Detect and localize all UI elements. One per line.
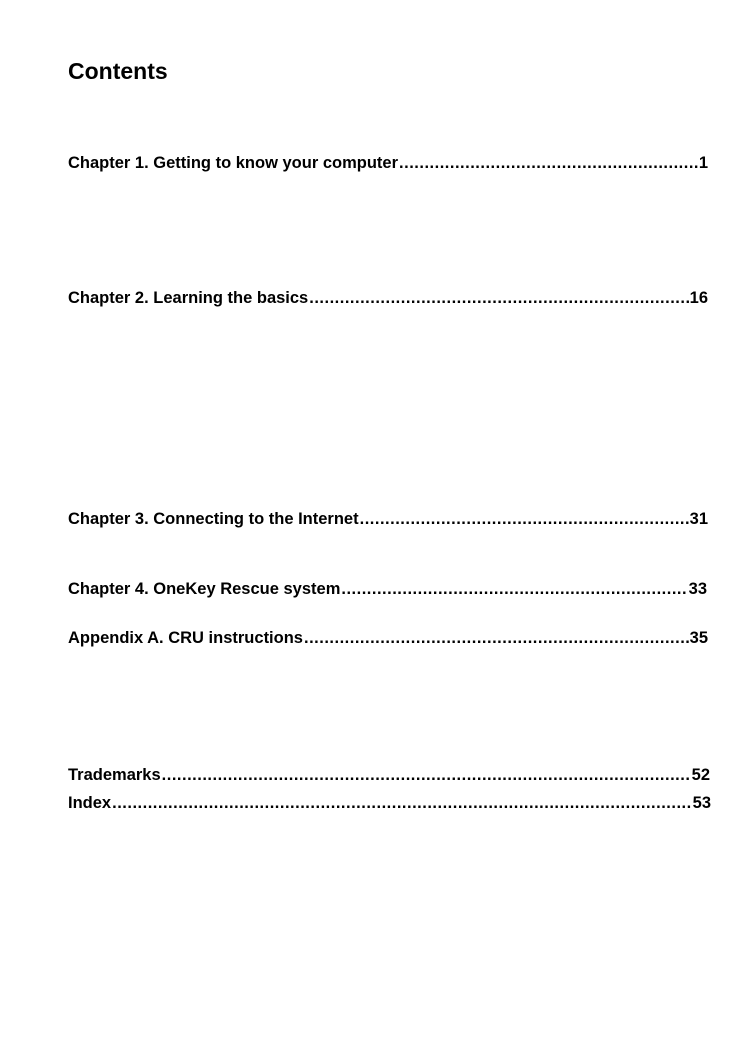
- toc-entry-page-number: 53: [692, 794, 711, 812]
- toc-entry-page-number: 33: [688, 580, 707, 598]
- toc-entry-label: Appendix A. CRU instructions: [68, 629, 303, 647]
- toc-dot-leader: [309, 288, 688, 308]
- toc-entry-page-number: 31: [689, 510, 708, 528]
- toc-dot-leader: [360, 509, 689, 529]
- toc-entry-chapter-1[interactable]: [68, 153, 708, 173]
- page-title: Contents: [68, 58, 168, 84]
- toc-dot-leader: [162, 765, 691, 785]
- toc-entry-trademarks[interactable]: [68, 765, 710, 785]
- toc-entry-page-number: 35: [689, 629, 708, 647]
- toc-entry-chapter-2[interactable]: [68, 288, 708, 308]
- toc-entry-appendix-a[interactable]: [68, 628, 708, 648]
- toc-entry-label: Index: [68, 794, 112, 812]
- toc-dot-leader: [304, 628, 689, 648]
- toc-entry-index[interactable]: [68, 793, 711, 813]
- toc-dot-leader: [112, 793, 692, 813]
- toc-entry-label: Chapter 1. Getting to know your computer: [68, 154, 399, 172]
- toc-dot-leader: [399, 153, 698, 173]
- toc-entry-chapter-4[interactable]: [68, 579, 707, 599]
- toc-entry-label: Chapter 3. Connecting to the Internet: [68, 510, 359, 528]
- toc-dot-leader: [341, 579, 687, 599]
- toc-entry-label: Chapter 4. OneKey Rescue system: [68, 580, 341, 598]
- toc-entry-chapter-3[interactable]: [68, 509, 708, 529]
- toc-entry-page-number: 52: [691, 766, 710, 784]
- toc-entry-page-number: 1: [698, 154, 708, 172]
- toc-entry-label: Chapter 2. Learning the basics: [68, 289, 309, 307]
- toc-entry-page-number: 16: [689, 289, 708, 307]
- toc-entry-label: Trademarks: [68, 766, 161, 784]
